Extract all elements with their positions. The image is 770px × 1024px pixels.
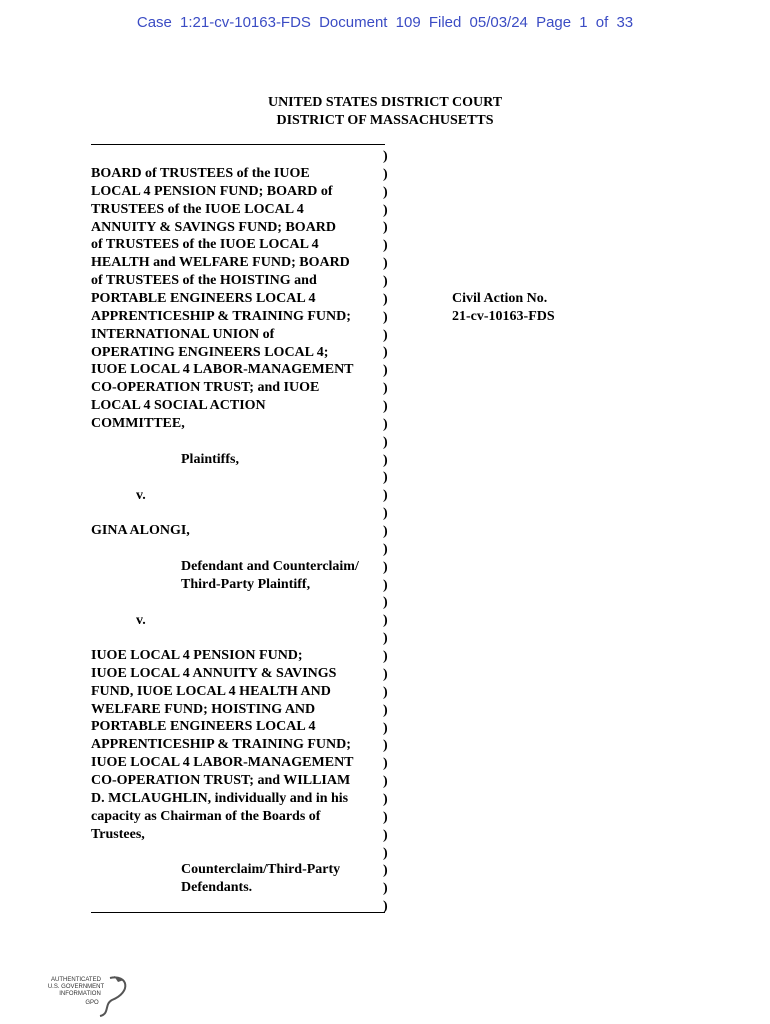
caption-paren: ) [383, 827, 388, 843]
caption-paren: ) [383, 613, 388, 629]
caption-paren: ) [383, 452, 388, 468]
caption-paren: ) [383, 702, 388, 718]
caption-paren: ) [383, 399, 388, 415]
caption-paren: ) [383, 202, 388, 218]
counterclaim-defendants-label: Counterclaim/Third-Party Defendants. [181, 862, 341, 895]
caption-paren: ) [383, 738, 388, 754]
caption-paren: ) [383, 631, 388, 647]
civil-action-label: Civil Action No. [452, 291, 548, 306]
caption-paren: ) [383, 506, 388, 522]
caption-paren: ) [383, 756, 388, 772]
caption-paren: ) [383, 327, 388, 343]
versus-1: v. [136, 488, 146, 503]
court-title [0, 94, 770, 130]
caption-paren: ) [383, 559, 388, 575]
caption-paren: ) [383, 791, 388, 807]
caption-paren: ) [383, 363, 388, 379]
caption-paren: ) [383, 899, 388, 915]
caption-paren: ) [383, 488, 388, 504]
caption-paren: ) [383, 149, 388, 164]
defendant-name: GINA ALONGI, [91, 523, 190, 538]
caption-paren: ) [383, 345, 388, 361]
caption-parenthesis-column [383, 148, 395, 916]
caption-paren: ) [383, 577, 388, 593]
caption-paren: ) [383, 845, 388, 861]
caption-paren: ) [383, 774, 388, 790]
caption-paren: ) [383, 863, 388, 879]
caption-paren: ) [383, 881, 388, 897]
caption-paren: ) [383, 291, 388, 307]
caption-paren: ) [383, 666, 388, 682]
caption-paren: ) [383, 274, 388, 290]
caption-paren: ) [383, 470, 388, 486]
plaintiffs-label: Plaintiffs, [181, 452, 239, 467]
caption-paren: ) [383, 220, 388, 236]
caption-paren: ) [383, 184, 388, 200]
caption-paren: ) [383, 381, 388, 397]
docket-number: 21-cv-10163-FDS [452, 308, 555, 324]
caption-paren: ) [383, 166, 388, 182]
seal-gpo-mark: GPO [85, 1000, 99, 1006]
caption-rule-bottom [91, 912, 385, 913]
caption-paren: ) [383, 720, 388, 736]
filing-header-stamp: Case 1:21-cv-10163-FDS Document 109 Filed 05/03/24 Page 1 of 33 [136, 14, 634, 31]
defendant-label: Defendant and Counterclaim/ Third-Party Plaintiff, [181, 559, 359, 592]
seal-line-3: INFORMATION [59, 991, 101, 997]
caption-paren: ) [383, 309, 388, 325]
court-name: UNITED STATES DISTRICT COURT [267, 95, 503, 110]
caption-paren: ) [383, 595, 388, 611]
caption-paren: ) [383, 256, 388, 272]
caption-paren: ) [383, 434, 388, 450]
civil-action-number [452, 290, 555, 326]
caption-paren: ) [383, 238, 388, 254]
caption-paren: ) [383, 809, 388, 825]
court-district: DISTRICT OF MASSACHUSETTS [276, 113, 494, 128]
gpo-authentication-seal [40, 970, 140, 1018]
caption-rule-top [91, 144, 385, 145]
seal-line-2: U.S. GOVERNMENT [47, 984, 105, 990]
versus-2: v. [136, 613, 146, 628]
counterclaim-defendants-names: IUOE LOCAL 4 PENSION FUND; IUOE LOCAL 4 ANNUITY & SAVINGS FUND, IUOE LOCAL 4 HEALTH AND WELFARE FUND; HOISTING AND PORTABLE ENGINEERS LOCAL 4 APPRENTICESHIP & TRAINING FUND; IUOE LOCAL 4 LABOR-MANAGEMENT CO-OPERATION TRUST; and WILLIAM D. MCLAUGHLIN, individually and in his capacity as Chairman of the Boards of Trustees, [91, 648, 354, 842]
caption-paren: ) [383, 524, 388, 540]
caption-paren: ) [383, 684, 388, 700]
plaintiffs-names: BOARD of TRUSTEES of the IUOE LOCAL 4 PENSION FUND; BOARD of TRUSTEES of the IUOE LOCAL 4 ANNUITY & SAVINGS FUND; BOARD of TRUSTEES of the IUOE LOCAL 4 HEALTH and WELFARE FUND; BOARD of TRUSTEES of the HOISTING and PORTABLE ENGINEERS LOCAL 4 APPRENTICESHIP & TRAINING FUND; INTERNATIONAL UNION of OPERATING ENGINEERS LOCAL 4; IUOE LOCAL 4 LABOR-MANAGEMENT CO-OPERATION TRUST; and IUOE LOCAL 4 SOCIAL ACTION COMMITTEE, [91, 166, 354, 432]
seal-line-1: AUTHENTICATED [51, 977, 101, 983]
caption-paren: ) [383, 416, 388, 432]
caption-paren: ) [383, 541, 388, 557]
caption-paren: ) [383, 649, 388, 665]
